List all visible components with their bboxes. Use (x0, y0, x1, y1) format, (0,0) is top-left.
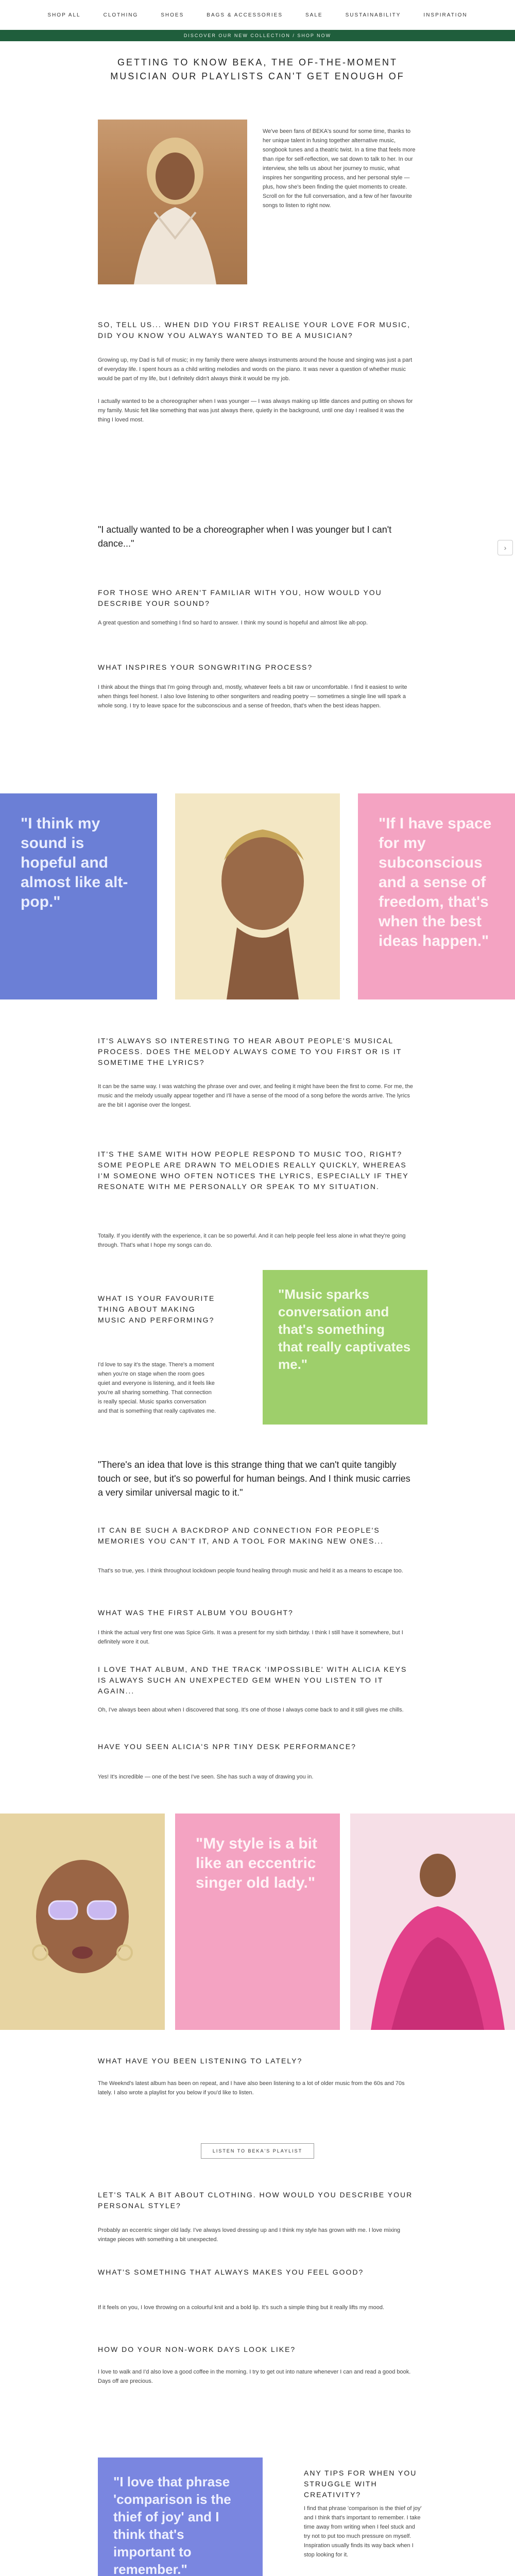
question-12: LET'S TALK A BIT ABOUT CLOTHING. HOW WOULD YOU DESCRIBE YOUR PERSONAL STYLE? (98, 2191, 413, 2210)
nav-item-sale[interactable]: SALE (305, 12, 323, 18)
quote-panel-pink-text: "If I have space for my subconscious and a sense of freedom, that's when the best ideas happen." (379, 815, 492, 950)
promo-banner[interactable]: DISCOVER OUR NEW COLLECTION / SHOP NOW (0, 30, 515, 41)
answer-5: Totally. If you identify with the experience, it can be so powerful. And it can help people feel less alone in what they're going through. That's what I hope my songs can do. (98, 1233, 406, 1248)
answer-1: Growing up, my Dad is full of music; in my family there were always instruments around the house and singing was just a part of everyday life. I spent hours as a child writing melodies and words on the piano. It was never a question of whether music would be part of my life, but I definitely didn't always think it would be my job. (98, 357, 413, 382)
question-7: IT CAN BE SUCH A BACKDROP AND CONNECTION FOR PEOPLE'S MEMORIES YOU CAN'T IT, AND A TOOL FOR MAKING NEW ONES... (98, 1526, 384, 1545)
question-9: I LOVE THAT ALBUM, AND THE TRACK 'IMPOSSIBLE' WITH ALICIA KEYS IS ALWAYS SUCH AN UNEXPECTED GEM WHEN YOU LISTEN TO IT AGAIN... (98, 1665, 407, 1695)
beka-sunglasses-photo (0, 1814, 165, 2030)
quote-panel-green (263, 1270, 427, 1425)
beka-portrait-photo (98, 120, 247, 284)
pull-quote-2: "There's an idea that love is this strange thing that we can't quite tangibly touch or see, but it's so powerful for human beings. And I think music carries a very similar universal magic to it." (98, 1460, 410, 1498)
answer-6: I'd love to say it's the stage. There's a moment when you're on stage when the room goes quiet and everyone is listening, and it feels like you're all sharing something. That connection is really special. Music sparks conversation and that is something that really captivates me. (98, 1362, 216, 1414)
answer-13: If it feels on you, I love throwing on a colourful knit and a bold lip. It's such a simple thing but it really lifts my mood. (98, 2304, 385, 2311)
top-navigation (0, 0, 515, 30)
answer-7: That's so true, yes. I think throughout lockdown people found healing through music and held it as a means to escape too. (98, 1568, 403, 1574)
question-13: WHAT'S SOMETHING THAT ALWAYS MAKES YOU FEEL GOOD? (98, 2268, 364, 2276)
quote-panel-violet (98, 2458, 263, 2576)
nav-item-clothing[interactable]: CLOTHING (103, 12, 139, 18)
question-8: WHAT WAS THE FIRST ALBUM YOU BOUGHT? (98, 1608, 294, 1617)
question-10: HAVE YOU SEEN ALICIA'S NPR TINY DESK PERFORMANCE? (98, 1742, 356, 1751)
pull-quote-1: "I actually wanted to be a choreographer when I was younger but I can't dance..." (98, 524, 392, 549)
answer-2: A great question and something I find so hard to answer. I think my sound is hopeful and almost like alt-pop. (98, 620, 368, 626)
nav-item-bags[interactable]: BAGS & ACCESSORIES (207, 12, 283, 18)
answer-10: Yes! It's incredible — one of the best I've seen. She has such a way of drawing you in. (98, 1774, 314, 1780)
answer-9: Oh, I've always been about when I discovered that song. It's one of those I always come back to and it still gives me chills. (98, 1707, 404, 1713)
intro-paragraph: We've been fans of BEKA's sound for some time, thanks to her unique talent in fusing together alternative music, songbook tunes and a theatric twist. In a time that feels more than ripe for self-reflection, we sat down to talk to her. In our interview, she tells us about her journey to music, what inspires her songwriting process, and her personal style — plus, how she's been finding the quiet moments to create. Scroll on for the full conversation, and a few of her favourite songs to listen to right now. (263, 128, 416, 209)
quote-panel-pink (358, 793, 515, 999)
quote-panel-blue-text: "I think my sound is hopeful and almost like alt-pop." (21, 815, 128, 910)
quote-panel-pink-2 (175, 1814, 340, 2030)
nav-item-shoes[interactable]: SHOES (161, 12, 184, 18)
quote-panel-green-text: "Music sparks conversation and that's something that really captivates me." (278, 1286, 411, 1372)
answer-12: Probably an eccentric singer old lady. I've always loved dressing up and I think my style has grown with me. I love mixing vintage pieces with something a bit unexpected. (98, 2227, 401, 2243)
beka-pink-dress-photo (350, 1814, 515, 2030)
answer-14: I love to walk and I'd also love a good coffee in the morning. I try to get out into nature whenever I can and read a good book. Days off are precious. (98, 2369, 411, 2384)
answer-4: It can be the same way. I was watching the phrase over and over, and feeling it might have been the first to come. For me, the music and the melody usually appear together and I'll have a sense of the mood of a song before the words arrive. The lyrics are the bit I agonise over the longest. (98, 1083, 413, 1108)
question-2: FOR THOSE WHO AREN'T FAMILIAR WITH YOU, HOW WOULD YOU DESCRIBE YOUR SOUND? (98, 588, 382, 607)
answer-15: I find that phrase 'comparison is the thief of joy' and I think that's important to remember. I take time away from writing when I feel stuck and try not to put too much pressure on myself. Inspiration usually finds its way back when I stop looking for it. (304, 2505, 422, 2558)
answer-1b: I actually wanted to be a choreographer when I was younger — I was always making up little dances and putting on shows for my family. Music felt like something that was just always there, quietly in the background, until one day I realised it was the thing I loved most. (98, 398, 413, 423)
question-1: SO, TELL US... WHEN DID YOU FIRST REALISE YOUR LOVE FOR MUSIC, DID YOU KNOW YOU ALWAYS WANTED TO BE A MUSICIAN? (98, 320, 411, 340)
quote-panel-pink-2-text: "My style is a bit like an eccentric singer old lady." (196, 1835, 317, 1891)
question-3: WHAT INSPIRES YOUR SONGWRITING PROCESS? (98, 663, 313, 671)
article-title: GETTING TO KNOW BEKA, THE OF-THE-MOMENT MUSICIAN OUR PLAYLISTS CAN'T GET ENOUGH OF (110, 57, 405, 81)
question-15: ANY TIPS FOR WHEN YOU STRUGGLE WITH CREATIVITY? (304, 2469, 417, 2499)
quote-panel-violet-text: "I love that phrase 'comparison is the thief of joy' and I think that's important to remember." (113, 2474, 231, 2576)
question-5: IT'S THE SAME WITH HOW PEOPLE RESPOND TO MUSIC TOO, RIGHT? SOME PEOPLE ARE DRAWN TO MELODIES REALLY QUICKLY, WHEREAS I'M SOMEONE WHO OFTEN NOTICES THE LYRICS, ESPECIALLY IF THEY RESONATE WITH ME PERSONALLY OR SPEAK TO MY SITUATION. (98, 1150, 409, 1191)
listen-playlist-button[interactable]: LISTEN TO BEKA'S PLAYLIST (201, 2143, 314, 2159)
answer-3: I think about the things that I'm going through and, mostly, whatever feels a bit raw or uncomfortable. I find it easiest to write when things feel honest. I also love listening to other songwriters and reading poetry — sometimes a single line will spark a whole song. I try to leave space for the subconscious and a sense of freedon, that's when the best ideas happen. (98, 684, 407, 709)
chevron-right-icon[interactable]: › (497, 540, 513, 555)
question-11: WHAT HAVE YOU BEEN LISTENING TO LATELY? (98, 2057, 303, 2065)
answer-11: The Weeknd's latest album has been on repeat, and I have also been listening to a lot of older music from the 60s and 70s lately. I also wrote a playlist for you below if you'd like to listen. (98, 2080, 405, 2096)
question-6: WHAT IS YOUR FAVOURITE THING ABOUT MAKING MUSIC AND PERFORMING? (98, 1294, 215, 1324)
question-4: IT'S ALWAYS SO INTERESTING TO HEAR ABOUT PEOPLE'S MUSICAL PROCESS. DOES THE MELODY ALWAYS COME TO YOU FIRST OR IS IT SOMETIME THE LYRICS? (98, 1037, 402, 1066)
answer-8: I think the actual very first one was Spice Girls. It was a present for my sixth birthday. I think I still have it somewhere, but I definitely wore it out. (98, 1630, 403, 1645)
quote-panel-blue (0, 793, 157, 999)
nav-item-sustainability[interactable]: SUSTAINABILITY (345, 12, 401, 18)
nav-item-inspiration[interactable]: INSPIRATION (423, 12, 468, 18)
beka-profile-photo (175, 793, 340, 999)
nav-item-shop-all[interactable]: SHOP ALL (47, 12, 81, 18)
question-14: HOW DO YOUR NON-WORK DAYS LOOK LIKE? (98, 2345, 296, 2353)
